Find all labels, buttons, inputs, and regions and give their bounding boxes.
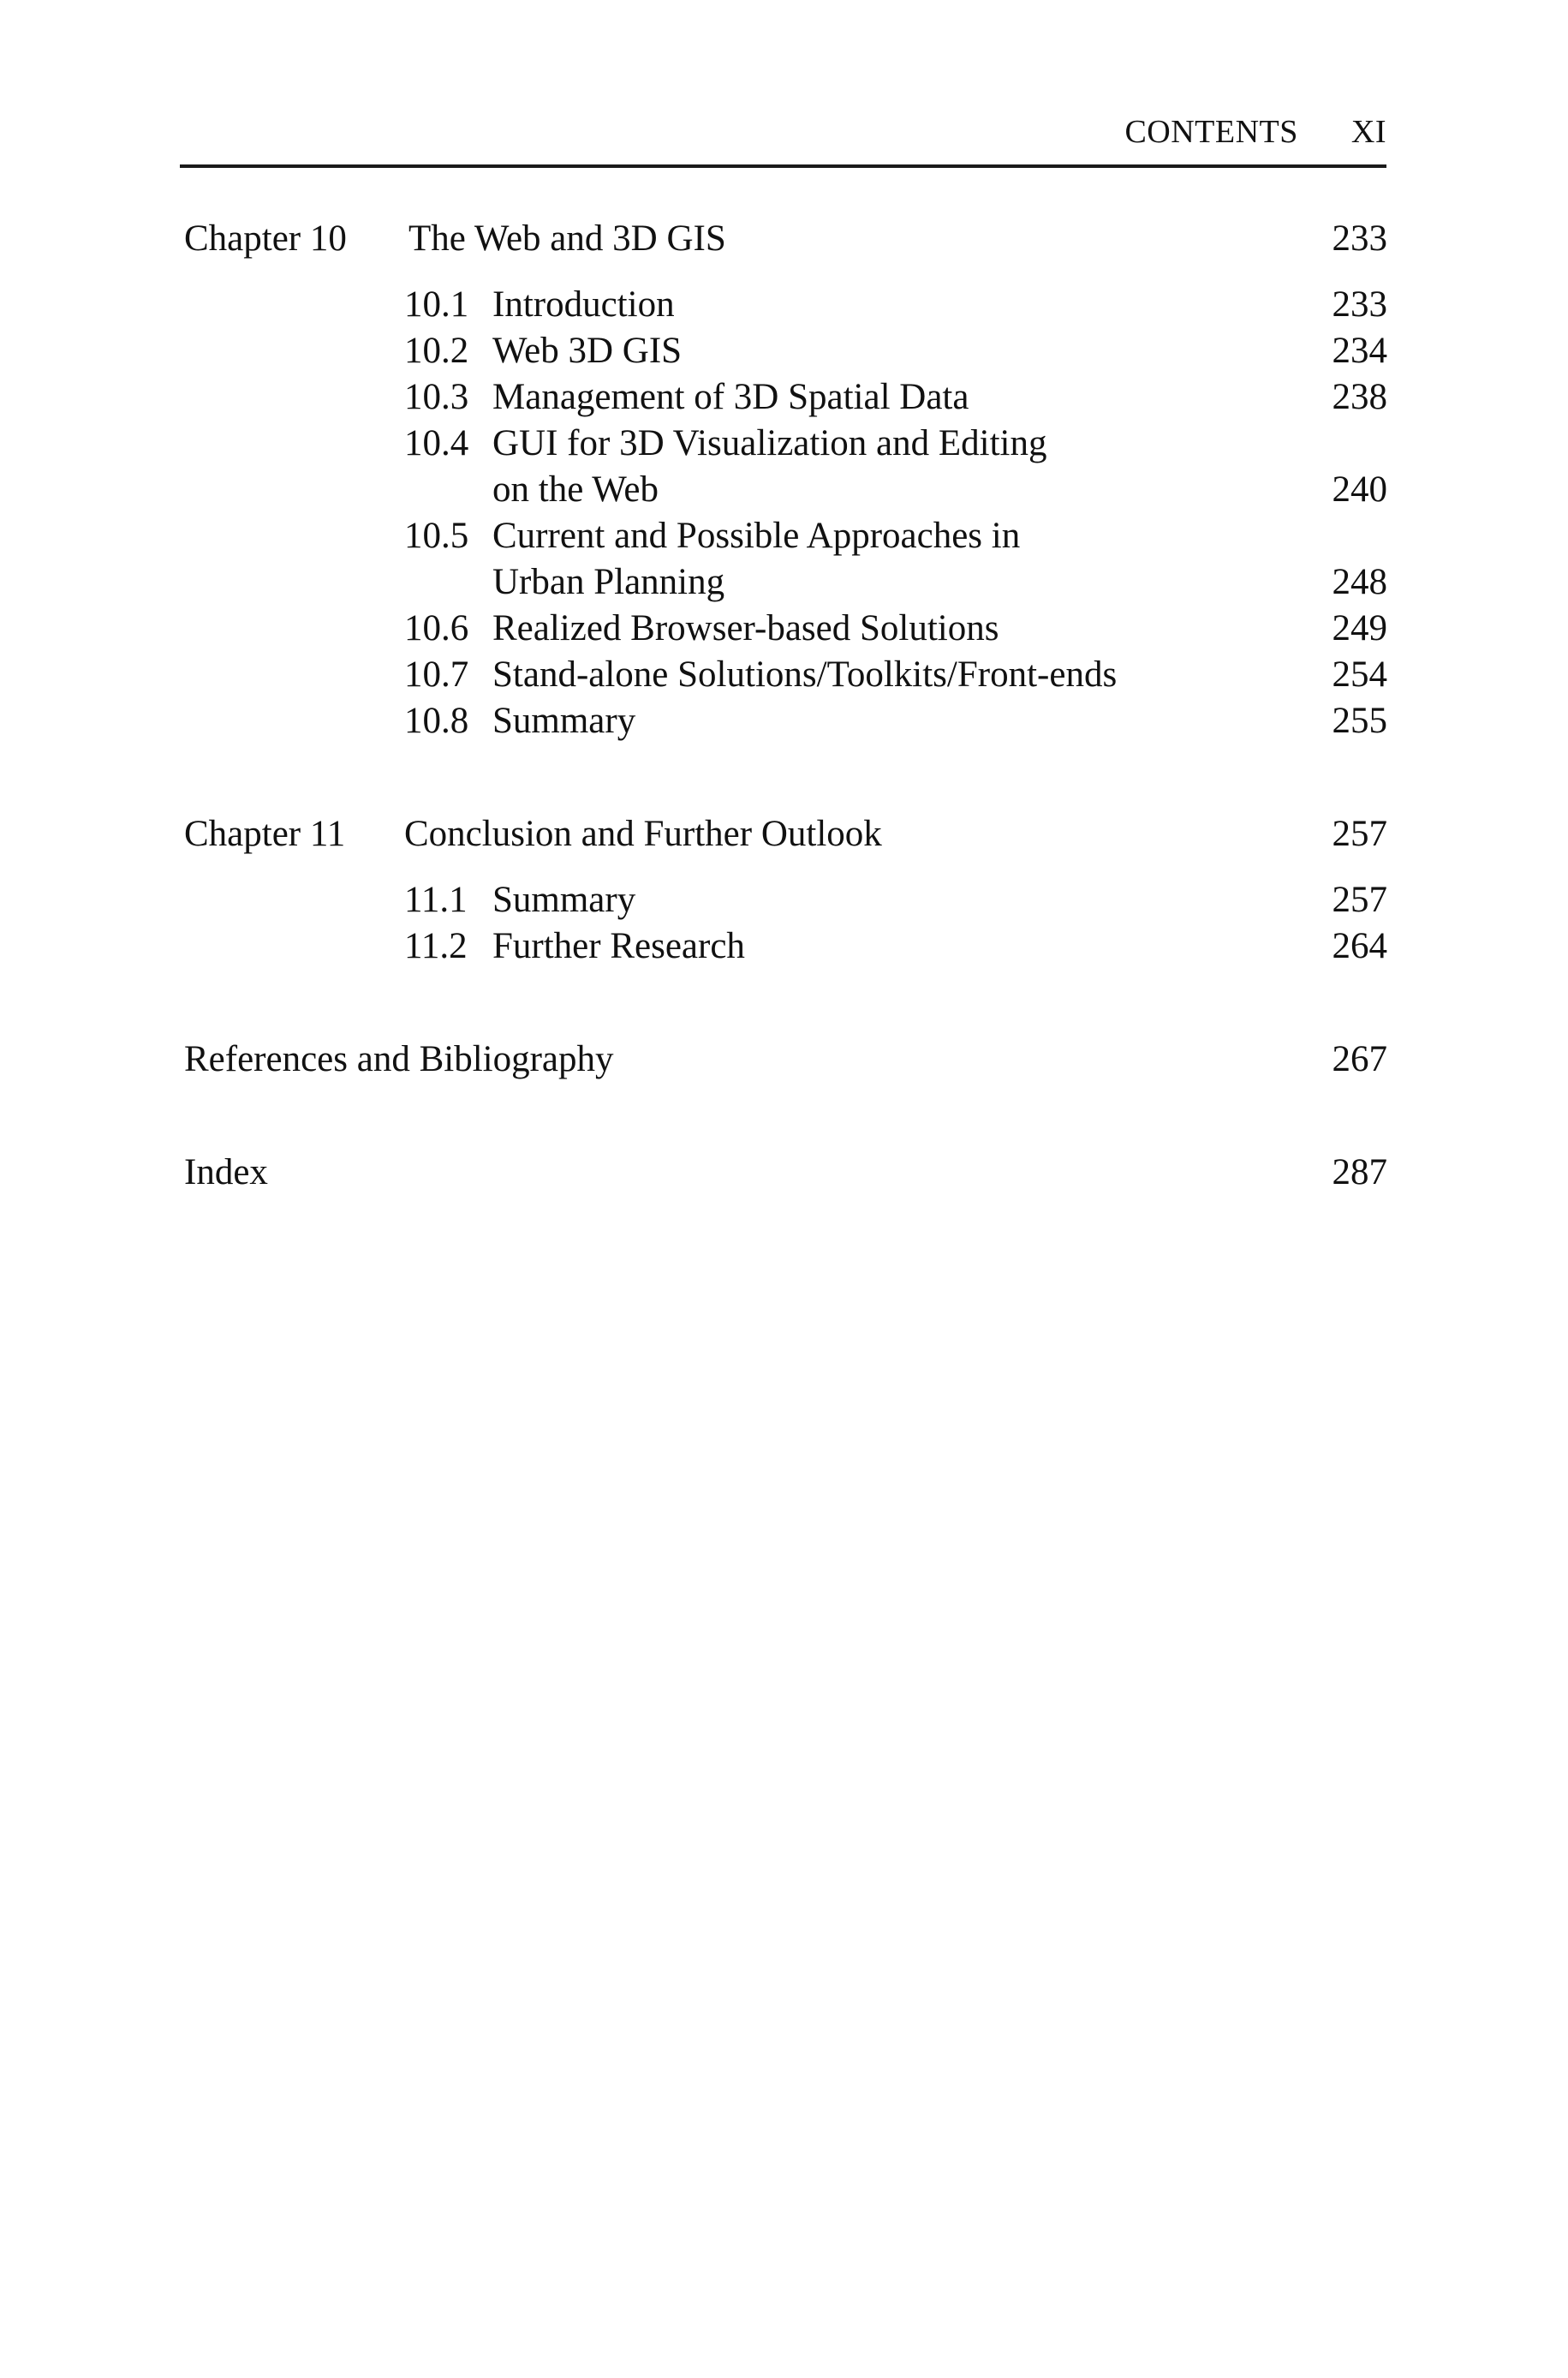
section-title-continued: Urban Planning	[492, 562, 725, 602]
section-title: Current and Possible Approaches in	[492, 516, 1021, 556]
section-number: 10.8	[404, 701, 469, 741]
page-header	[180, 113, 1386, 168]
section-title: Stand-alone Solutions/Toolkits/Front-ends	[492, 654, 1118, 695]
page-number: 287	[1332, 1152, 1387, 1192]
page-number: 257	[1332, 880, 1387, 920]
toc-section-10-1[interactable]	[184, 282, 1387, 328]
section-title: Management of 3D Spatial Data	[492, 377, 969, 417]
page-number: 238	[1332, 377, 1387, 417]
page-number: 264	[1332, 926, 1387, 966]
section-title: Introduction	[492, 284, 675, 325]
toc-references[interactable]	[184, 1037, 1387, 1083]
section-title: Realized Browser-based Solutions	[492, 608, 999, 648]
toc-section-10-5[interactable]	[184, 513, 1387, 559]
toc-index[interactable]	[184, 1150, 1387, 1196]
section-title: Summary	[492, 701, 636, 741]
page-number: 254	[1332, 654, 1387, 695]
section-title: Further Research	[492, 926, 745, 966]
section-number: 10.6	[404, 608, 469, 648]
toc-chapter-11[interactable]	[184, 811, 1387, 857]
chapter-label: Chapter 10	[184, 218, 347, 259]
running-head	[1124, 113, 1386, 151]
toc-chapter-10[interactable]	[184, 216, 1387, 262]
section-number: 10.1	[404, 284, 469, 325]
table-of-contents	[184, 216, 1387, 1196]
section-title: Summary	[492, 880, 636, 920]
section-number: 11.2	[404, 926, 468, 966]
page-number: 240	[1332, 469, 1387, 510]
section-number: 11.1	[404, 880, 468, 920]
toc-section-10-7[interactable]	[184, 652, 1387, 698]
chapter-label: Chapter 11	[184, 814, 346, 854]
toc-section-10-6[interactable]	[184, 606, 1387, 652]
toc-section-10-4[interactable]	[184, 421, 1387, 467]
chapter-title: The Web and 3D GIS	[408, 218, 726, 259]
page-number: 233	[1332, 218, 1387, 259]
section-title: Web 3D GIS	[492, 331, 683, 371]
chapter-title: Conclusion and Further Outlook	[404, 814, 882, 854]
section-title-continued: on the Web	[492, 469, 659, 510]
toc-section-10-2[interactable]	[184, 328, 1387, 374]
page-number: 248	[1332, 562, 1387, 602]
running-head-page-number: XI	[1350, 114, 1386, 150]
toc-section-11-2[interactable]	[184, 923, 1387, 970]
section-number: 10.5	[404, 516, 469, 556]
section-number: 10.3	[404, 377, 469, 417]
section-number: 10.2	[404, 331, 469, 371]
section-title: GUI for 3D Visualization and Editing	[492, 423, 1047, 463]
back-matter-title: References and Bibliography	[184, 1039, 614, 1079]
toc-section-10-8[interactable]	[184, 698, 1387, 744]
page-number: 234	[1332, 331, 1387, 371]
toc-section-10-4-continued[interactable]	[184, 467, 1387, 513]
page-number: 257	[1332, 814, 1387, 854]
page-number: 267	[1332, 1039, 1387, 1079]
toc-section-10-3[interactable]	[184, 374, 1387, 421]
toc-section-10-5-continued[interactable]	[184, 559, 1387, 606]
section-number: 10.7	[404, 654, 469, 695]
section-number: 10.4	[404, 423, 469, 463]
page-number: 249	[1332, 608, 1387, 648]
toc-section-11-1[interactable]	[184, 877, 1387, 923]
page-number: 255	[1332, 701, 1387, 741]
page-number: 233	[1332, 284, 1387, 325]
running-head-section: CONTENTS	[1124, 114, 1298, 150]
back-matter-title: Index	[184, 1152, 268, 1192]
